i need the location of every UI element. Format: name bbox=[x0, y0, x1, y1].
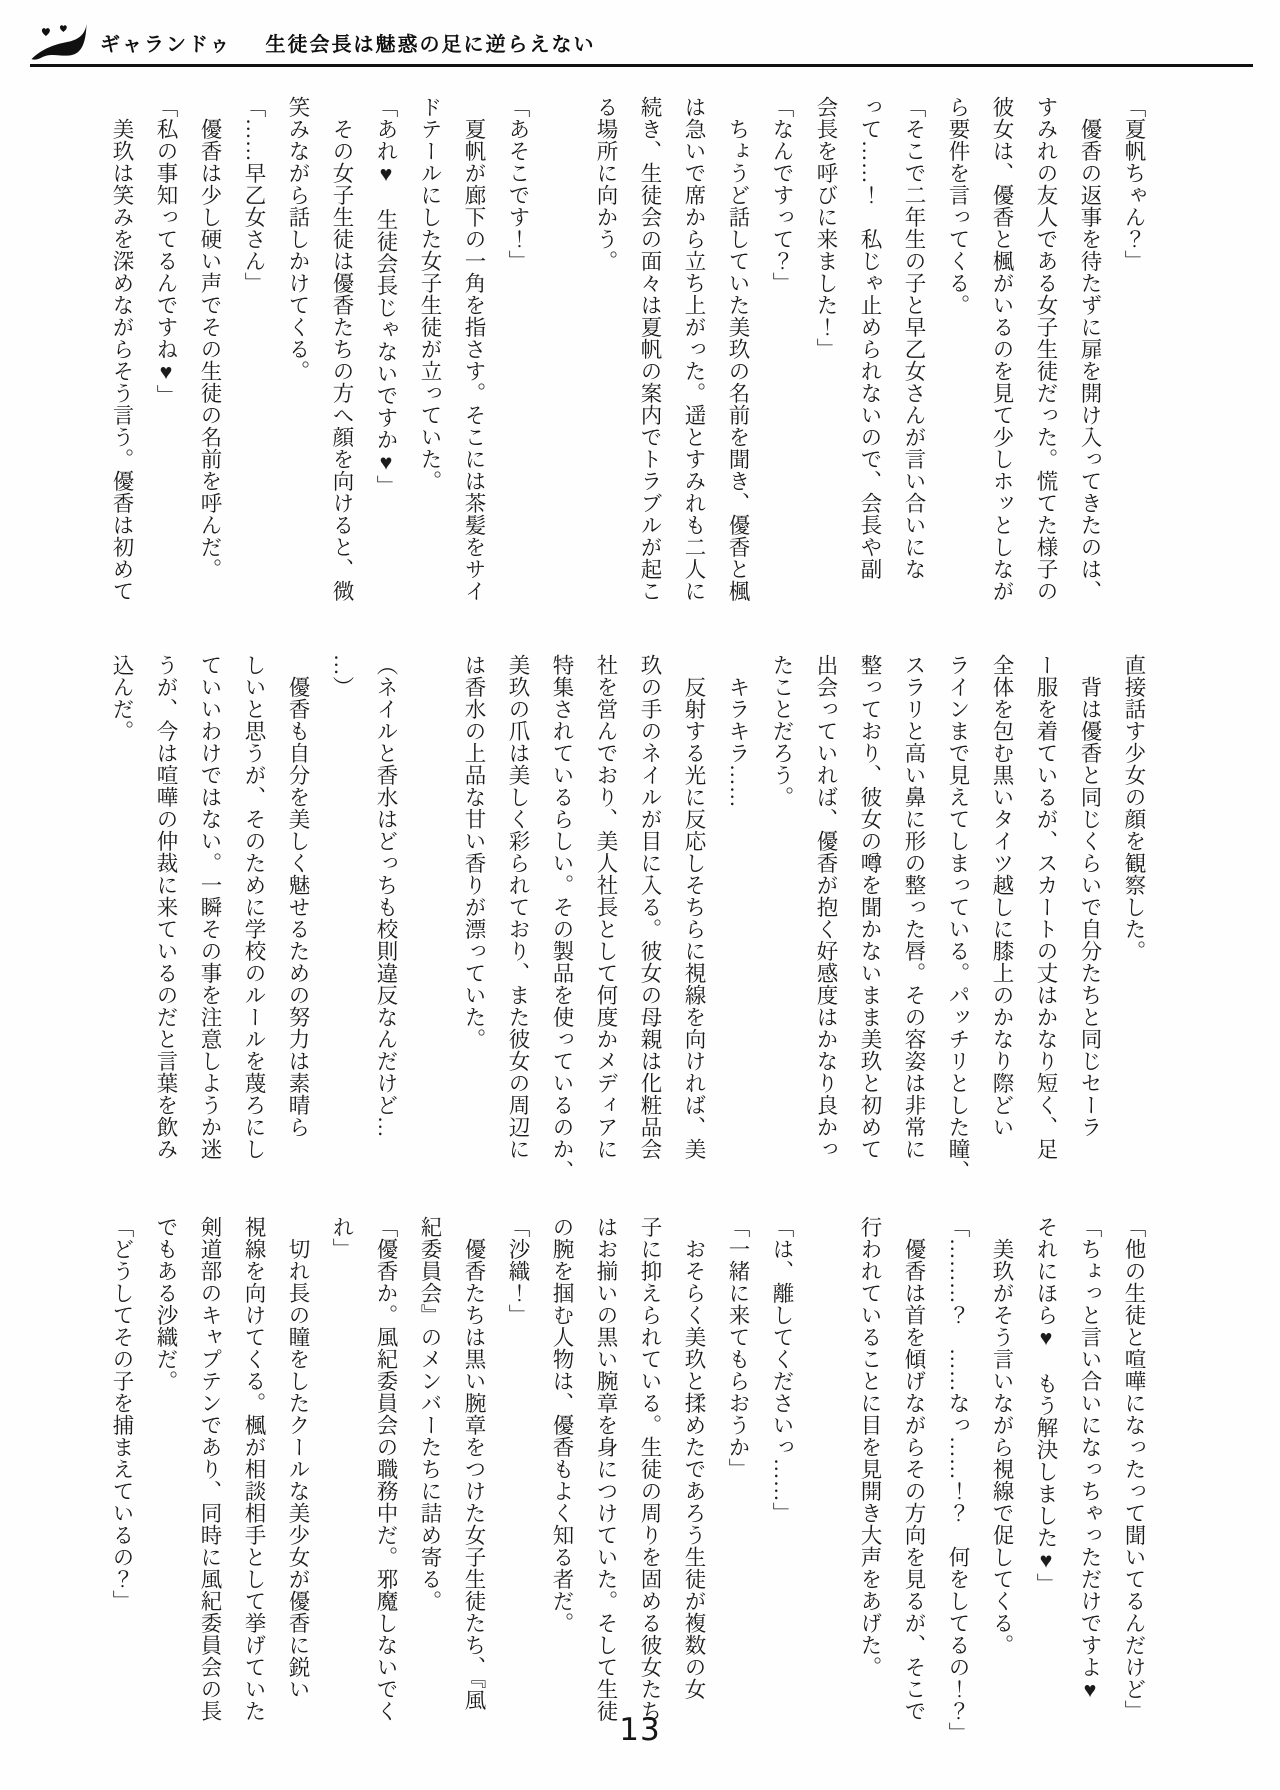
page-header bbox=[30, 20, 1253, 67]
text-column: それにほら♥ もう解決しました♥」 bbox=[1034, 1216, 1058, 1595]
text-column: 反射する光に反応しそちらに視線を向ければ、美 bbox=[682, 654, 706, 1160]
hearts-swoosh-logo-icon bbox=[30, 23, 88, 61]
text-column: その女子生徒は優香たちの方へ顔を向けると、微 bbox=[330, 96, 354, 602]
text-column: って……！ 私じゃ止められないので、会長や副 bbox=[858, 96, 882, 580]
text-column: 「は、離してくださいっ……」 bbox=[770, 1216, 794, 1524]
page-footer bbox=[0, 1712, 1280, 1748]
blank-column bbox=[540, 96, 584, 612]
blank-column bbox=[408, 654, 452, 1170]
text-band-middle bbox=[100, 654, 1156, 1182]
blank-column bbox=[804, 1216, 848, 1732]
text-band-bottom bbox=[100, 1216, 1156, 1744]
text-column: 美玖の爪は美しく彩られており、また彼女の周辺に bbox=[506, 654, 530, 1160]
text-column: 「優香か。風紀委員会の職務中だ。邪魔しないでく bbox=[374, 1216, 398, 1722]
page-number: 13 bbox=[619, 1712, 661, 1748]
text-column: 「私の事知ってるんですね♥」 bbox=[154, 96, 178, 407]
text-column: 整っており、彼女の噂を聞かないまま美玖と初めて bbox=[858, 654, 882, 1160]
text-column: …） bbox=[330, 654, 354, 698]
text-column: 「ちょっと言い合いになっちゃっただけですよ♥ bbox=[1078, 1216, 1102, 1703]
episode-title: 生徒会長は魅惑の足に逆らえない bbox=[265, 33, 596, 56]
text-column: 込んだ。 bbox=[110, 654, 134, 742]
text-column: 優香たちは黒い腕章をつけた女子生徒たち、『風 bbox=[462, 1216, 486, 1712]
text-column: 「そこで二年生の子と早乙女さんが言い合いにな bbox=[902, 96, 926, 580]
text-column: 「あそこです！」 bbox=[506, 96, 530, 272]
text-column: 背は優香と同じくらいで自分たちと同じセーラ bbox=[1078, 654, 1102, 1138]
text-column: 「どうしてその子を捕まえているの？」 bbox=[110, 1216, 134, 1612]
text-column: 特集されているらしい。その製品を使っているのか、 bbox=[550, 654, 574, 1182]
text-column: 「一緒に来てもらおうか」 bbox=[726, 1216, 750, 1480]
text-column: ー服を着ているが、スカートの丈はかなり短く、足 bbox=[1034, 654, 1058, 1160]
text-column: 玖の手のネイルが目に入る。彼女の母親は化粧品会 bbox=[638, 654, 662, 1160]
header-title bbox=[100, 28, 596, 57]
text-column: 美玖がそう言いながら視線で促してくる。 bbox=[990, 1216, 1014, 1656]
text-column: 行われていることに目を見開き大声をあげた。 bbox=[858, 1216, 882, 1678]
text-column: 出会っていれば、優香が抱く好感度はかなり良かっ bbox=[814, 654, 838, 1160]
text-column: でもある沙織だ。 bbox=[154, 1216, 178, 1392]
text-column: うが、今は喧嘩の仲裁に来ているのだと言葉を飲み bbox=[154, 654, 178, 1160]
text-column: れ」 bbox=[330, 1216, 354, 1260]
text-column: は急いで席から立ち上がった。遥とすみれも二人に bbox=[682, 96, 706, 602]
text-column: 剣道部のキャプテンであり、同時に風紀委員会の長 bbox=[198, 1216, 222, 1722]
text-column: 「………？ ……なっ……！？ 何をしてるの！？」 bbox=[946, 1216, 970, 1744]
text-column: 子に抑えられている。生徒の周りを固める彼女たち bbox=[638, 1216, 662, 1722]
text-column: 続き、生徒会の面々は夏帆の案内でトラブルが起こ bbox=[638, 96, 662, 602]
text-column: （ネイルと香水はどっちも校則違反なんだけど… bbox=[374, 654, 398, 1138]
text-column: る場所に向かう。 bbox=[594, 96, 618, 272]
text-column: たことだろう。 bbox=[770, 654, 794, 808]
text-column: 直接話す少女の顔を観察した。 bbox=[1122, 654, 1146, 962]
text-column: は香水の上品な甘い香りが漂っていた。 bbox=[462, 654, 486, 1050]
text-column: 優香も自分を美しく魅せるための努力は素晴ら bbox=[286, 654, 310, 1138]
text-column: 「……早乙女さん」 bbox=[242, 96, 266, 294]
text-column: 社を営んでおり、美人社長として何度かメディアに bbox=[594, 654, 618, 1160]
text-column: 「なんですって？」 bbox=[770, 96, 794, 294]
text-column: ドテールにした女子生徒が立っていた。 bbox=[418, 96, 442, 492]
text-column: ていいわけではない。一瞬その事を注意しようか迷 bbox=[198, 654, 222, 1160]
text-column: 優香は首を傾げながらその方向を見るが、そこで bbox=[902, 1216, 926, 1722]
text-column: 視線を向けてくる。楓が相談相手として挙げていた bbox=[242, 1216, 266, 1722]
series-name: ギャランドゥ bbox=[100, 33, 232, 56]
text-column: の腕を掴む人物は、優香もよく知る者だ。 bbox=[550, 1216, 574, 1634]
text-column: 会長を呼びに来ました！」 bbox=[814, 96, 838, 360]
text-column: 切れ長の瞳をしたクールな美少女が優香に鋭い bbox=[286, 1216, 310, 1700]
text-column: ちょうど話していた美玖の名前を聞き、優香と楓 bbox=[726, 96, 750, 602]
text-column: 「あれ♥ 生徒会長じゃないですか♥」 bbox=[374, 96, 398, 497]
text-column: 全体を包む黒いタイツ越しに膝上のかなり際どい bbox=[990, 654, 1014, 1138]
text-column: 優香は少し硬い声でその生徒の名前を呼んだ。 bbox=[198, 96, 222, 580]
text-column: キラキラ…… bbox=[726, 654, 750, 808]
text-column: しいと思うが、そのために学校のルールを蔑ろにし bbox=[242, 654, 266, 1160]
text-column: 「夏帆ちゃん？」 bbox=[1122, 96, 1146, 272]
text-column: はお揃いの黒い腕章を身につけていた。そして生徒 bbox=[594, 1216, 618, 1722]
text-column: 紀委員会』のメンバーたちに詰め寄る。 bbox=[418, 1216, 442, 1612]
text-band-top bbox=[100, 96, 1156, 612]
text-column: 彼女は、優香と楓がいるのを見て少しホッとしなが bbox=[990, 96, 1014, 602]
text-column: 「沙織！」 bbox=[506, 1216, 530, 1326]
text-column: おそらく美玖と揉めたであろう生徒が複数の女 bbox=[682, 1216, 706, 1700]
text-column: 夏帆が廊下の一角を指さす。そこには茶髪をサイ bbox=[462, 96, 486, 602]
text-column: すみれの友人である女子生徒だった。慌てた様子の bbox=[1034, 96, 1058, 602]
text-column: 優香の返事を待たずに扉を開け入ってきたのは、 bbox=[1078, 96, 1102, 602]
text-column: 美玖は笑みを深めながらそう言う。優香は初めて bbox=[110, 96, 134, 602]
text-column: スラリと高い鼻に形の整った唇。その容姿は非常に bbox=[902, 654, 926, 1160]
text-column: 笑みながら話しかけてくる。 bbox=[286, 96, 310, 382]
text-column: ら要件を言ってくる。 bbox=[946, 96, 970, 316]
text-column: ラインまで見えてしまっている。パッチリとした瞳、 bbox=[946, 654, 970, 1182]
text-column: 「他の生徒と喧嘩になったって聞いてるんだけど」 bbox=[1122, 1216, 1146, 1722]
